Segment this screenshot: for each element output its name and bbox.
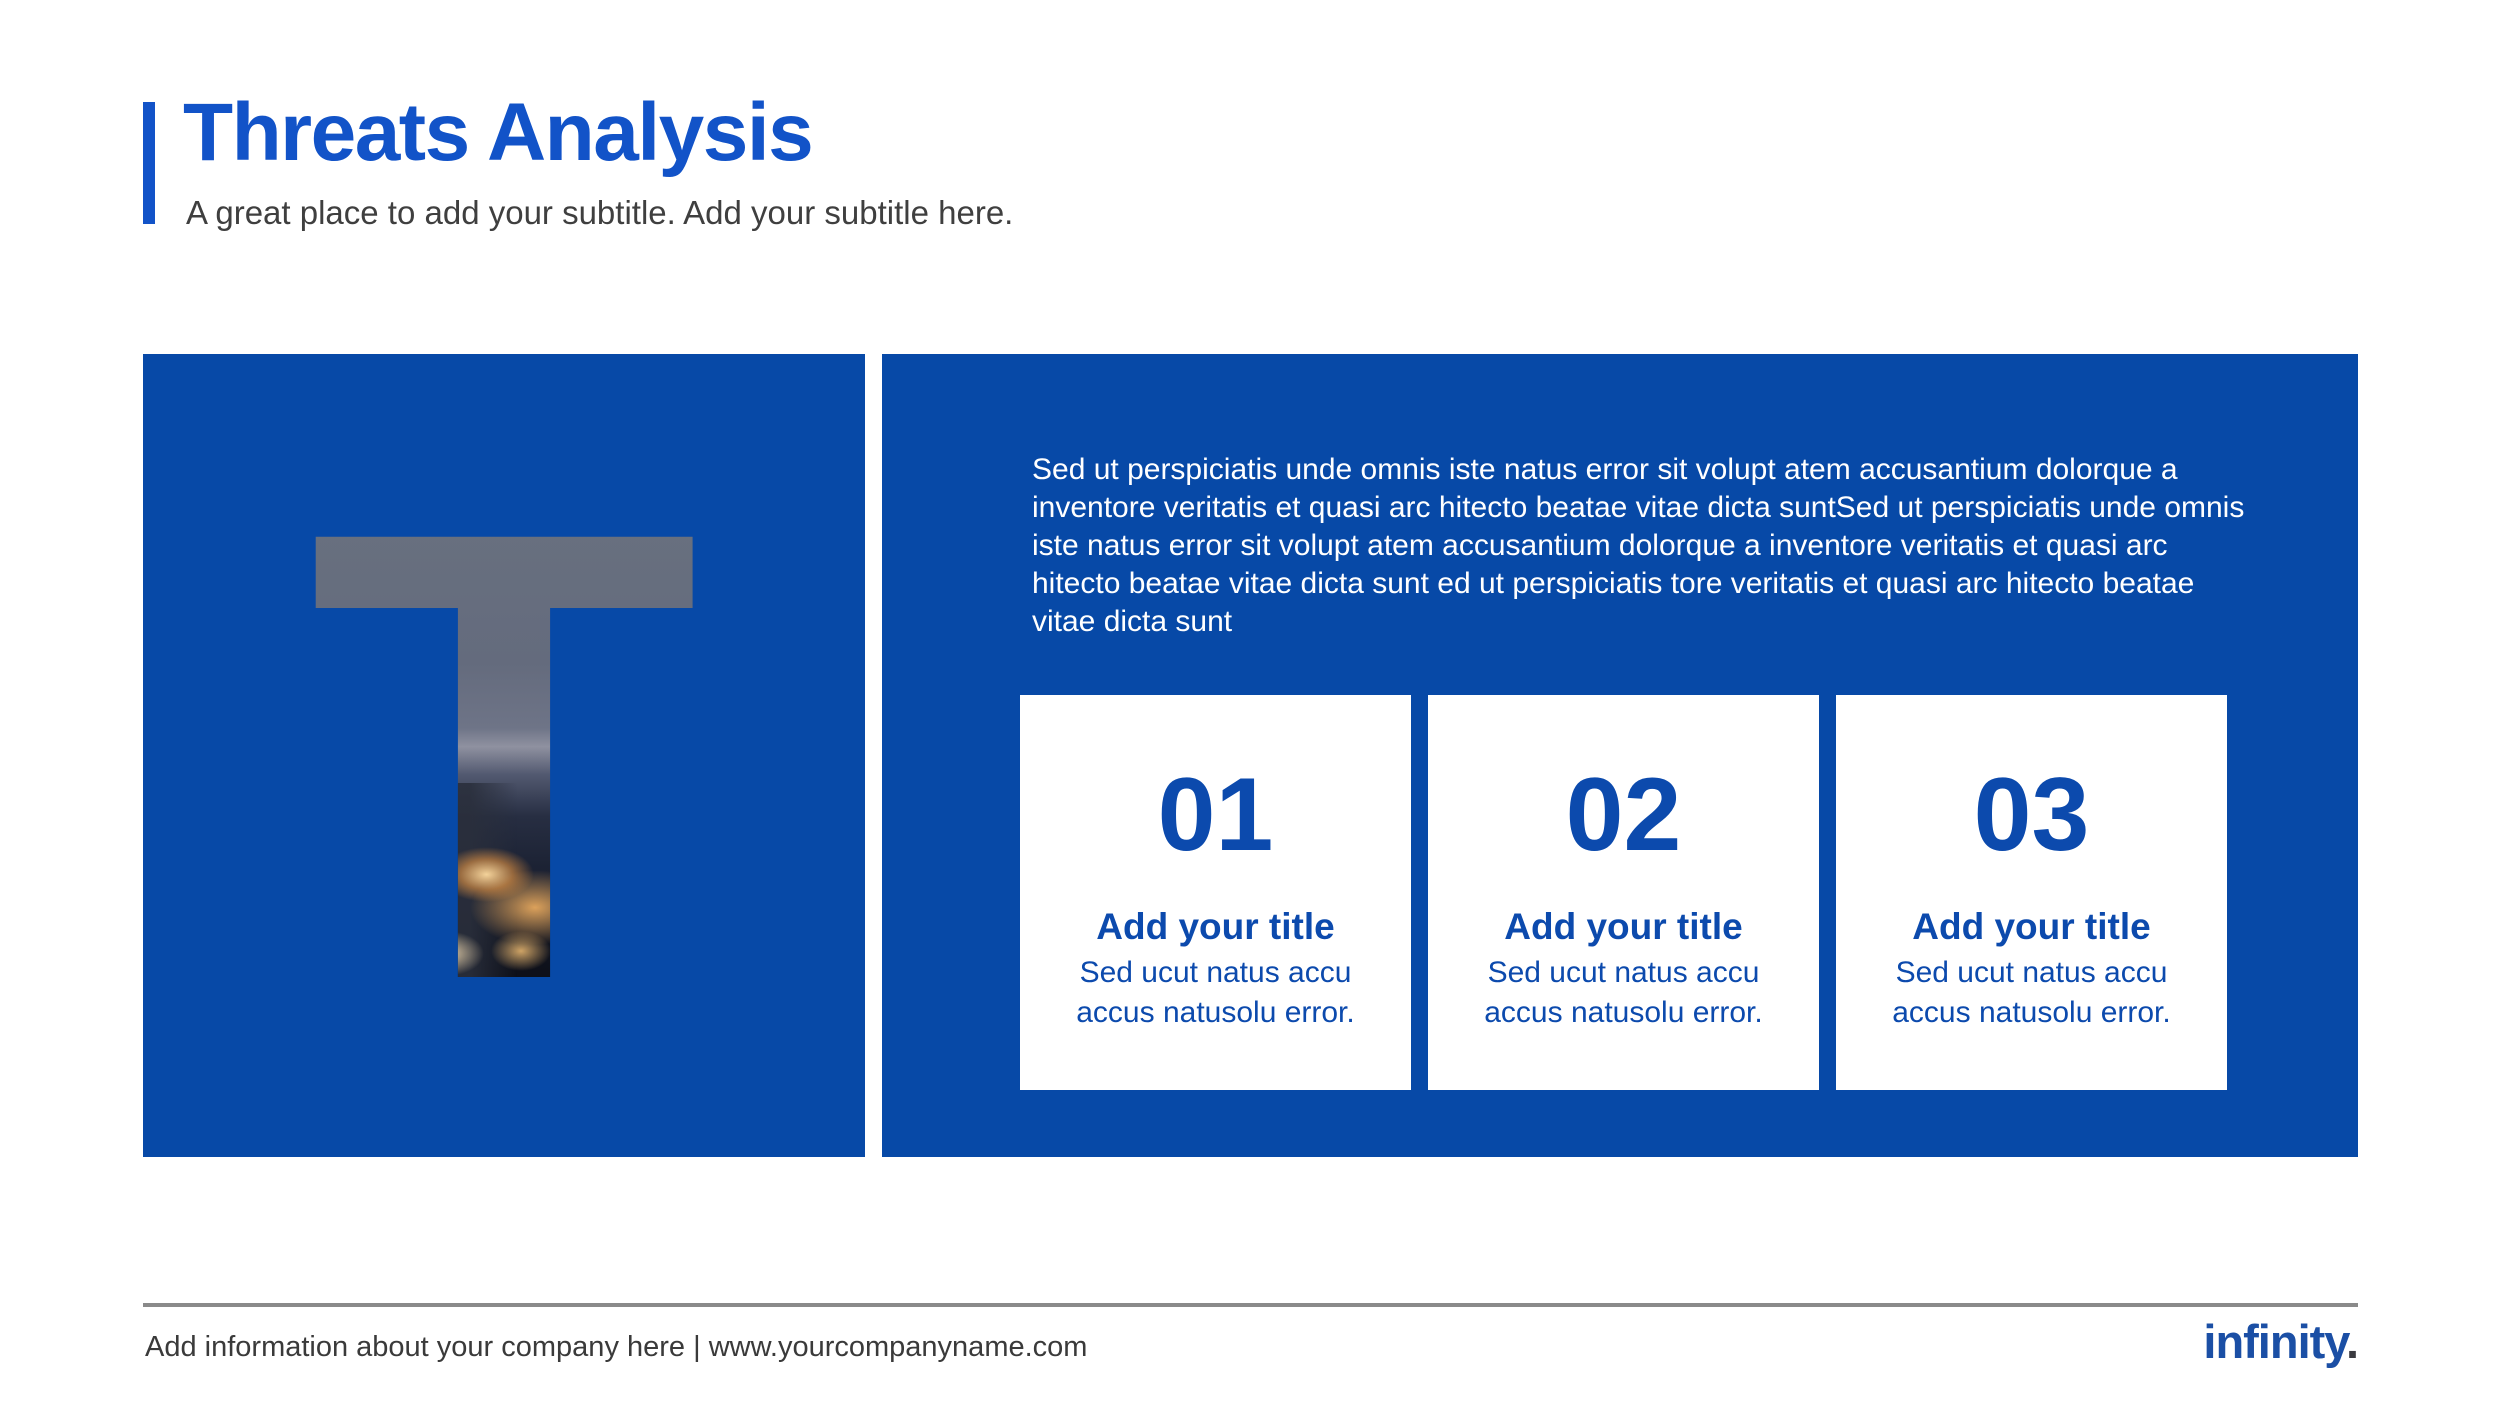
title-accent-bar: [143, 102, 155, 224]
card: [1836, 695, 2227, 1090]
card-body: Sed ucut natus accu accus natusolu error.: [1484, 956, 1763, 1030]
logo-dot: .: [2345, 1315, 2358, 1368]
letter-t-photo: T: [308, 397, 700, 1113]
footer-info: Add information about your company here | www.yourcompanyname.com: [145, 1331, 1088, 1363]
card: [1020, 695, 1411, 1090]
logo-text: infinity: [2203, 1315, 2346, 1368]
slide-title: Threats Analysis: [183, 87, 813, 178]
footer-divider: [143, 1303, 2358, 1307]
card-title: Add your title: [1912, 906, 2151, 947]
card: [1428, 695, 1819, 1090]
body-paragraph: Sed ut perspiciatis unde omnis iste natus error sit volupt atem accusantium dolorque a inventore veritatis et quasi arc hitecto beatae vitae dicta suntSed ut perspiciatis unde omnis iste natus error sit volupt atem accusantium dolorque a inventore veritatis et quasi arc hitecto beatae vitae dicta sunt ed ut perspiciatis tore veritatis et quasi arc hitecto beatae vitae dicta sunt: [1032, 453, 2245, 638]
cards-row: [1020, 695, 2227, 1090]
card-number: 02: [1565, 757, 1682, 873]
left-image-panel: [143, 354, 865, 1157]
card-body: Sed ucut natus accu accus natusolu error.: [1076, 956, 1355, 1030]
card-title: Add your title: [1096, 906, 1335, 947]
card-title: Add your title: [1504, 906, 1743, 947]
company-logo: [2203, 1314, 2358, 1369]
card-number: 03: [1973, 757, 2090, 873]
right-content-panel: [882, 354, 2358, 1157]
card-body: Sed ucut natus accu accus natusolu error.: [1892, 956, 2171, 1030]
slide-subtitle: A great place to add your subtitle. Add your subtitle here.: [186, 194, 1014, 231]
card-number: 01: [1157, 757, 1274, 873]
